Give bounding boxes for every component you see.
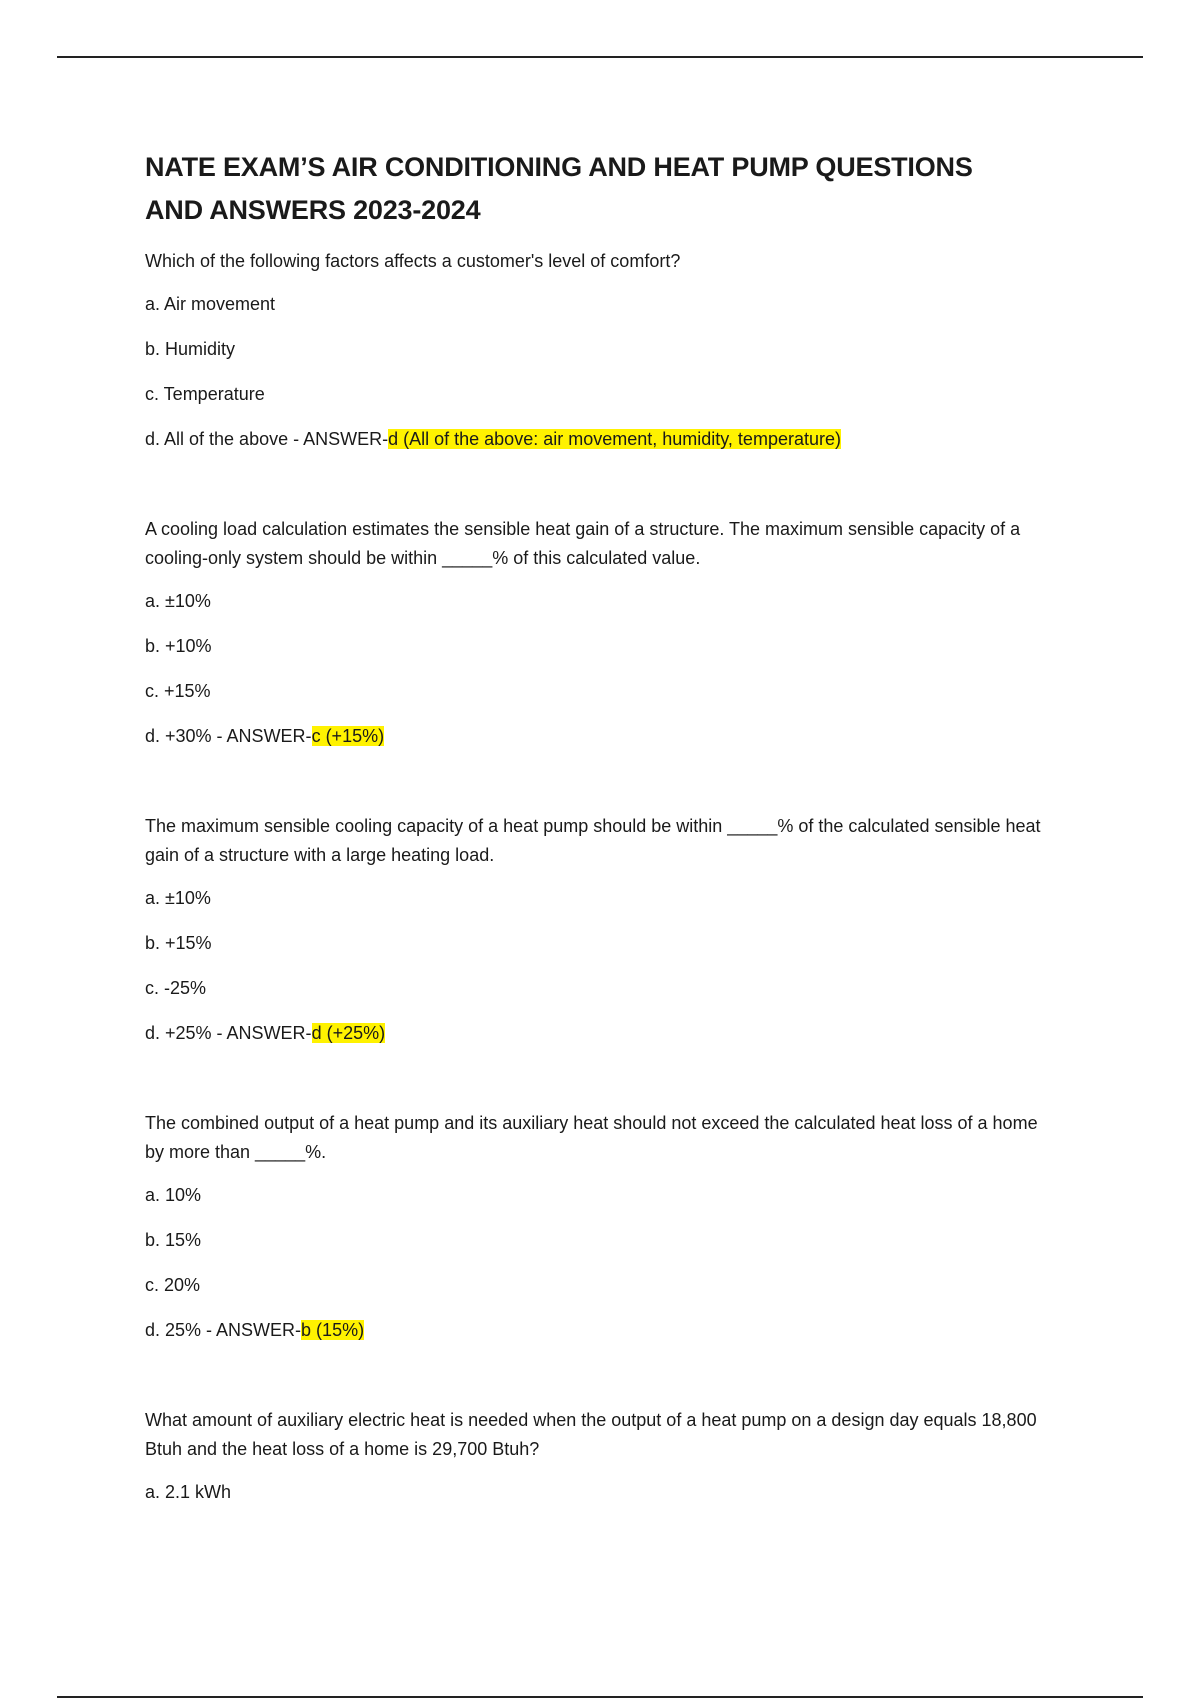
answer-highlight: d (All of the above: air movement, humidity, temperature) xyxy=(388,429,841,449)
option-d-label: d. 25% - ANSWER- xyxy=(145,1320,302,1340)
option-a: a. ±10% xyxy=(145,888,211,908)
option-d xyxy=(145,1019,1045,1047)
spacer xyxy=(145,1047,1045,1109)
title-line-1: NATE EXAM’S AIR CONDITIONING AND HEAT PUMP QUESTIONS xyxy=(145,152,973,182)
question-text: A cooling load calculation estimates the sensible heat gain of a structure. The maximum sensible capacity of a cooling-only system should be within _____% of this calculated value. xyxy=(145,519,1021,568)
option-d xyxy=(145,722,1045,750)
bottom-rule xyxy=(57,1696,1143,1698)
spacer xyxy=(145,453,1045,515)
answer-highlight: d (+25%) xyxy=(311,1023,386,1043)
option-d-label: d. +30% - ANSWER- xyxy=(145,726,312,746)
option-d-label: d. +25% - ANSWER- xyxy=(145,1023,312,1043)
question-4 xyxy=(145,1109,1045,1344)
option-d xyxy=(145,425,1045,453)
option-b: b. +15% xyxy=(145,933,212,953)
answer-highlight: c (+15%) xyxy=(311,726,385,746)
spacer xyxy=(145,750,1045,812)
question-1 xyxy=(145,247,1045,453)
option-d xyxy=(145,1316,1045,1344)
option-c: c. 20% xyxy=(145,1275,201,1295)
question-3 xyxy=(145,812,1045,1047)
option-b: b. +10% xyxy=(145,636,212,656)
option-a: a. 10% xyxy=(145,1185,202,1205)
top-rule xyxy=(57,56,1143,58)
title-line-2: AND ANSWERS 2023-2024 xyxy=(145,195,481,225)
option-d-label: d. All of the above - ANSWER- xyxy=(145,429,389,449)
option-a: a. ±10% xyxy=(145,591,211,611)
option-b: b. 15% xyxy=(145,1230,202,1250)
document-body xyxy=(145,146,1045,1506)
option-a: a. 2.1 kWh xyxy=(145,1482,232,1502)
spacer xyxy=(145,1344,1045,1406)
option-c: c. -25% xyxy=(145,978,207,998)
option-c: c. +15% xyxy=(145,681,211,701)
question-text: The combined output of a heat pump and its auxiliary heat should not exceed the calculated heat loss of a home by more than _____%. xyxy=(145,1113,1038,1162)
option-c: c. Temperature xyxy=(145,384,265,404)
option-b: b. Humidity xyxy=(145,339,236,359)
question-text: What amount of auxiliary electric heat is needed when the output of a heat pump on a design day equals 18,800 Btuh and the heat loss of a home is 29,700 Btuh? xyxy=(145,1410,1037,1459)
question-5 xyxy=(145,1406,1045,1506)
answer-highlight: b (15%) xyxy=(301,1320,365,1340)
question-2 xyxy=(145,515,1045,750)
option-a: a. Air movement xyxy=(145,294,276,314)
document-title xyxy=(145,146,1045,232)
question-text: The maximum sensible cooling capacity of a heat pump should be within _____% of the calculated sensible heat gain of a structure with a large heating load. xyxy=(145,816,1041,865)
question-text: Which of the following factors affects a customer's level of comfort? xyxy=(145,251,681,271)
